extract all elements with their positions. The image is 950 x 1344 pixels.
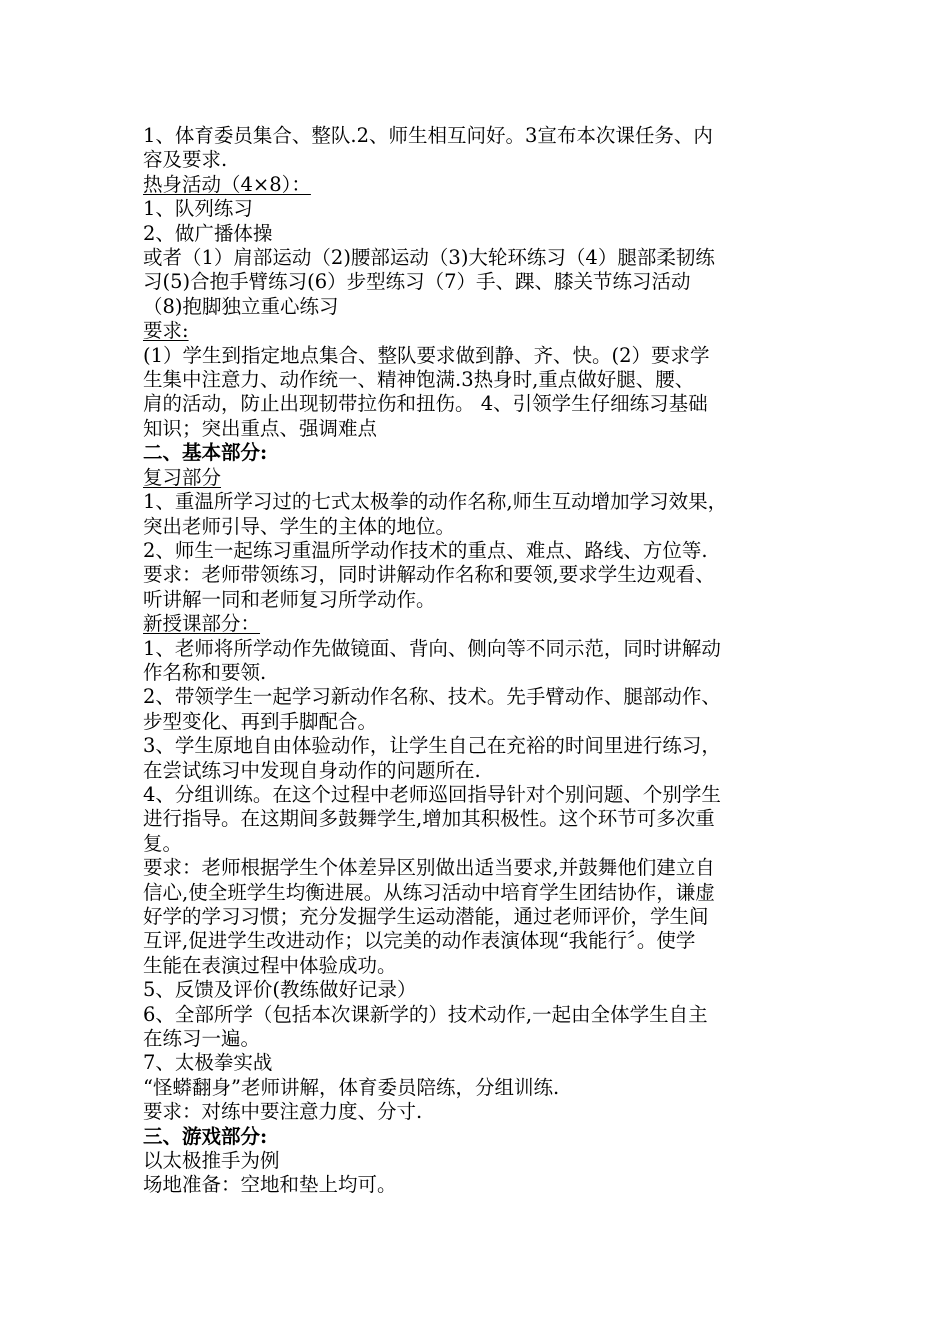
text-line: 2、做广播体操	[143, 221, 273, 245]
text-line: 知识；突出重点、强调难点	[143, 416, 378, 440]
text-line: 6、全部所学（包括本次课新学的）技术动作,一起由全体学生自主	[143, 1002, 708, 1026]
text-line: 场地准备：空地和垫上均可。	[143, 1173, 397, 1197]
text-line: 2、带领学生一起学习新动作名称、技术。先手臂动作、腿部动作、	[143, 685, 721, 709]
text-line: 生能在表演过程中体验成功。	[143, 953, 397, 977]
text-line: 1、体育委员集合、整队.2、师生相互问好。3宣布本次课任务、内	[143, 124, 713, 147]
text-line: 以太极推手为例	[143, 1149, 280, 1173]
text-line: 进行指导。在这期间多鼓舞学生,增加其积极性。这个环节可多次重	[143, 807, 715, 831]
text-line: 要求：老师根据学生个体差异区别做出适当要求,并鼓舞他们建立自	[143, 856, 715, 880]
subsection-heading: 新授课部分：	[143, 612, 261, 636]
text-line: 好学的学习习惯；充分发掘学生运动潜能，通过老师评价，学生间	[143, 905, 709, 928]
text-line: 5、反馈及评价(教练做好记录）	[143, 978, 417, 1002]
subsection-heading: 复习部分	[143, 465, 222, 489]
text-line: 在练习一遍。	[143, 1027, 261, 1051]
text-line: 肩的活动，防止出现韧带拉伤和扭伤。 4、引领学生仔细练习基础	[143, 392, 708, 416]
text-line: 1、队列练习	[143, 197, 253, 221]
section-heading: 三、游戏部分:	[143, 1124, 268, 1148]
text-line: （8)抱脚独立重心练习	[143, 294, 339, 318]
text-line: 4、分组训练。在这个过程中老师巡回指导针对个别问题、个别学生	[143, 782, 721, 806]
text-line: 3、学生原地自由体验动作，让学生自己在充裕的时间里进行练习，	[143, 734, 721, 758]
subsection-heading: 热身活动（4×8）：	[143, 172, 311, 196]
text-line: 信心,使全班学生均衡进展。从练习活动中培育学生团结协作，谦虚	[143, 880, 715, 904]
text-line: 生集中注意力、动作统一、精神饱满.3热身时,重点做好腿、腰、	[143, 368, 695, 392]
text-line: 1、重温所学习过的七式太极拳的动作名称,师生互动增加学习效果，	[143, 490, 728, 514]
text-line: 步型变化、再到手脚配合。	[143, 709, 378, 733]
text-line: 互评,促进学生改进动作；以完美的动作表演体现“我能行〞。使学	[143, 929, 696, 953]
text-line: 容及要求.	[143, 148, 228, 172]
text-line: 作名称和要领.	[143, 660, 267, 684]
text-line: (1）学生到指定地点集合、整队要求做到静、齐、快。(2）要求学	[143, 343, 710, 367]
text-line: 习(5)合抱手臂练习(6）步型练习（7）手、踝、膝关节练习活动	[143, 270, 691, 294]
text-line: 1、老师将所学动作先做镜面、背向、侧向等不同示范，同时讲解动	[143, 636, 721, 660]
text-line: “怪蟒翻身”老师讲解，体育委员陪练，分组训练.	[143, 1075, 560, 1099]
text-line: 2、师生一起练习重温所学动作技术的重点、难点、路线、方位等.	[143, 538, 708, 562]
text-line: 要求：对练中要注意力度、分寸.	[143, 1100, 423, 1124]
text-line: 复。	[143, 831, 183, 855]
section-heading: 二、基本部分:	[143, 441, 268, 465]
text-line: 或者（1）肩部运动（2)腰部运动（3)大轮环练习（4）腿部柔韧练	[143, 246, 715, 270]
text-line: 听讲解一同和老师复习所学动作。	[143, 587, 436, 611]
text-line: 突出老师引导、学生的主体的地位。	[143, 514, 456, 538]
text-line: 在尝试练习中发现自身动作的问题所在.	[143, 758, 481, 782]
text-line: 要求：老师带领练习，同时讲解动作名称和要领,要求学生边观看、	[143, 563, 715, 587]
text-line: 7、太极拳实战	[143, 1051, 273, 1075]
document-body	[143, 124, 805, 1198]
subsection-heading: 要求:	[143, 319, 189, 343]
